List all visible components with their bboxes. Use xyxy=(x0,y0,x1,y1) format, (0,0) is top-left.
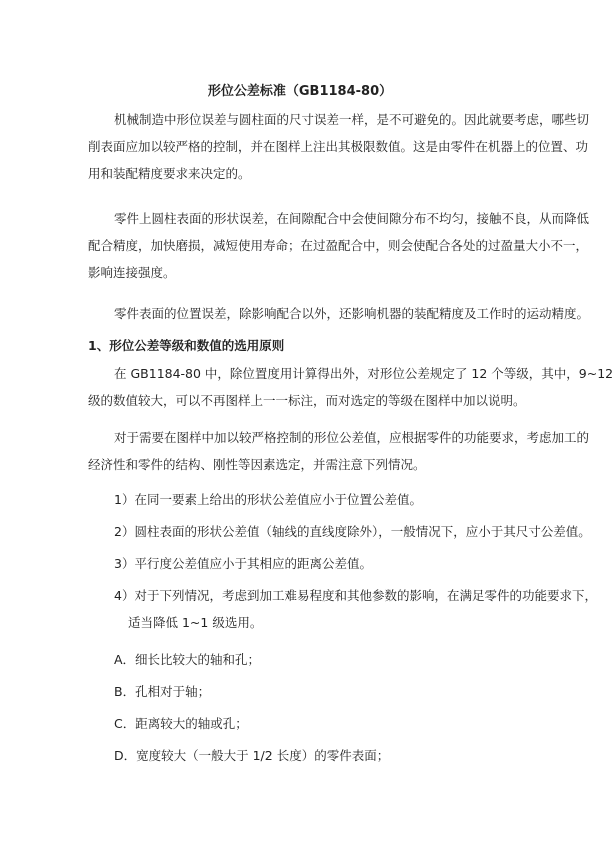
sub-item-a xyxy=(88,651,518,678)
paragraph-line: 在 GB1184-80 中，除位置度用计算得出外，对形位公差规定了 12 个等级，其中，9~12 xyxy=(114,366,613,381)
sub-item-text: B．孔相对于轴； xyxy=(114,684,211,699)
paragraph-line: 级的数值较大，可以不再图样上一一标注，而对选定的等级在图样中加以说明。 xyxy=(88,393,526,408)
paragraph-line: 零件表面的位置误差，除影响配合以外，还影响机器的装配精度及工作时的运动精度。 xyxy=(114,306,590,321)
list-item-text: 1）在同一要素上给出的形状公差值应小于位置公差值。 xyxy=(114,492,422,507)
paragraph-line: 机械制造中形位误差与圆柱面的尺寸误差一样，是不可避免的。因此就要考虑，哪些切 xyxy=(114,112,590,127)
list-item-3 xyxy=(88,555,518,582)
sub-item-text: C．距离较大的轴或孔； xyxy=(114,716,248,731)
sub-item-d xyxy=(88,747,518,774)
list-item-text: 3）平行度公差值应小于其相应的距离公差值。 xyxy=(114,556,372,571)
paragraph-line: 零件上圆柱表面的形状误差，在间隙配合中会使间隙分布不均匀，接触不良，从而降低 xyxy=(114,211,590,226)
paragraph-line: 削表面应加以较严格的控制，并在图样上注出其极限数值。这是由零件在机器上的位置、功 xyxy=(88,139,589,154)
list-item-4 xyxy=(88,587,597,641)
paragraph-line: 影响连接强度。 xyxy=(88,265,176,280)
sub-item-c xyxy=(88,715,518,742)
paragraph-1 xyxy=(88,111,590,192)
paragraph-line: 用和装配精度要求来决定的。 xyxy=(88,166,251,181)
paragraph-4 xyxy=(88,365,613,419)
section-heading: 1、形位公差等级和数值的选用原则 xyxy=(88,338,285,353)
section-1 xyxy=(88,337,518,364)
list-item-1 xyxy=(88,491,518,518)
list-item-text: 4）对于下列情况，考虑到加工难易程度和其他参数的影响，在满足零件的功能要求下， xyxy=(114,588,597,603)
paragraph-3 xyxy=(88,305,590,332)
list-item-text: 适当降低 1~1 级选用。 xyxy=(128,615,263,630)
paragraph-5 xyxy=(88,429,590,483)
paragraph-line: 经济性和零件的结构、刚性等因素选定，并需注意下列情况。 xyxy=(88,457,426,472)
paragraph-line: 配合精度，加快磨损，减短使用寿命；在过盈配合中，则会使配合各处的过盈量大小不一， xyxy=(88,238,589,253)
sub-item-b xyxy=(88,683,518,710)
sub-item-text: D．宽度较大（一般大于 1/2 长度）的零件表面； xyxy=(114,748,390,763)
list-item-text: 2）圆柱表面的形状公差值（轴线的直线度除外），一般情况下，应小于其尺寸公差值。 xyxy=(114,524,591,539)
paragraph-2 xyxy=(88,210,590,291)
sub-item-text: A．细长比较大的轴和孔； xyxy=(114,652,261,667)
document-title: 形位公差标准（GB1184-80） xyxy=(207,84,393,99)
paragraph-line: 对于需要在图样中加以较严格控制的形位公差值，应根据零件的功能要求，考虑加工的 xyxy=(114,430,590,445)
list-item-2 xyxy=(88,523,591,550)
